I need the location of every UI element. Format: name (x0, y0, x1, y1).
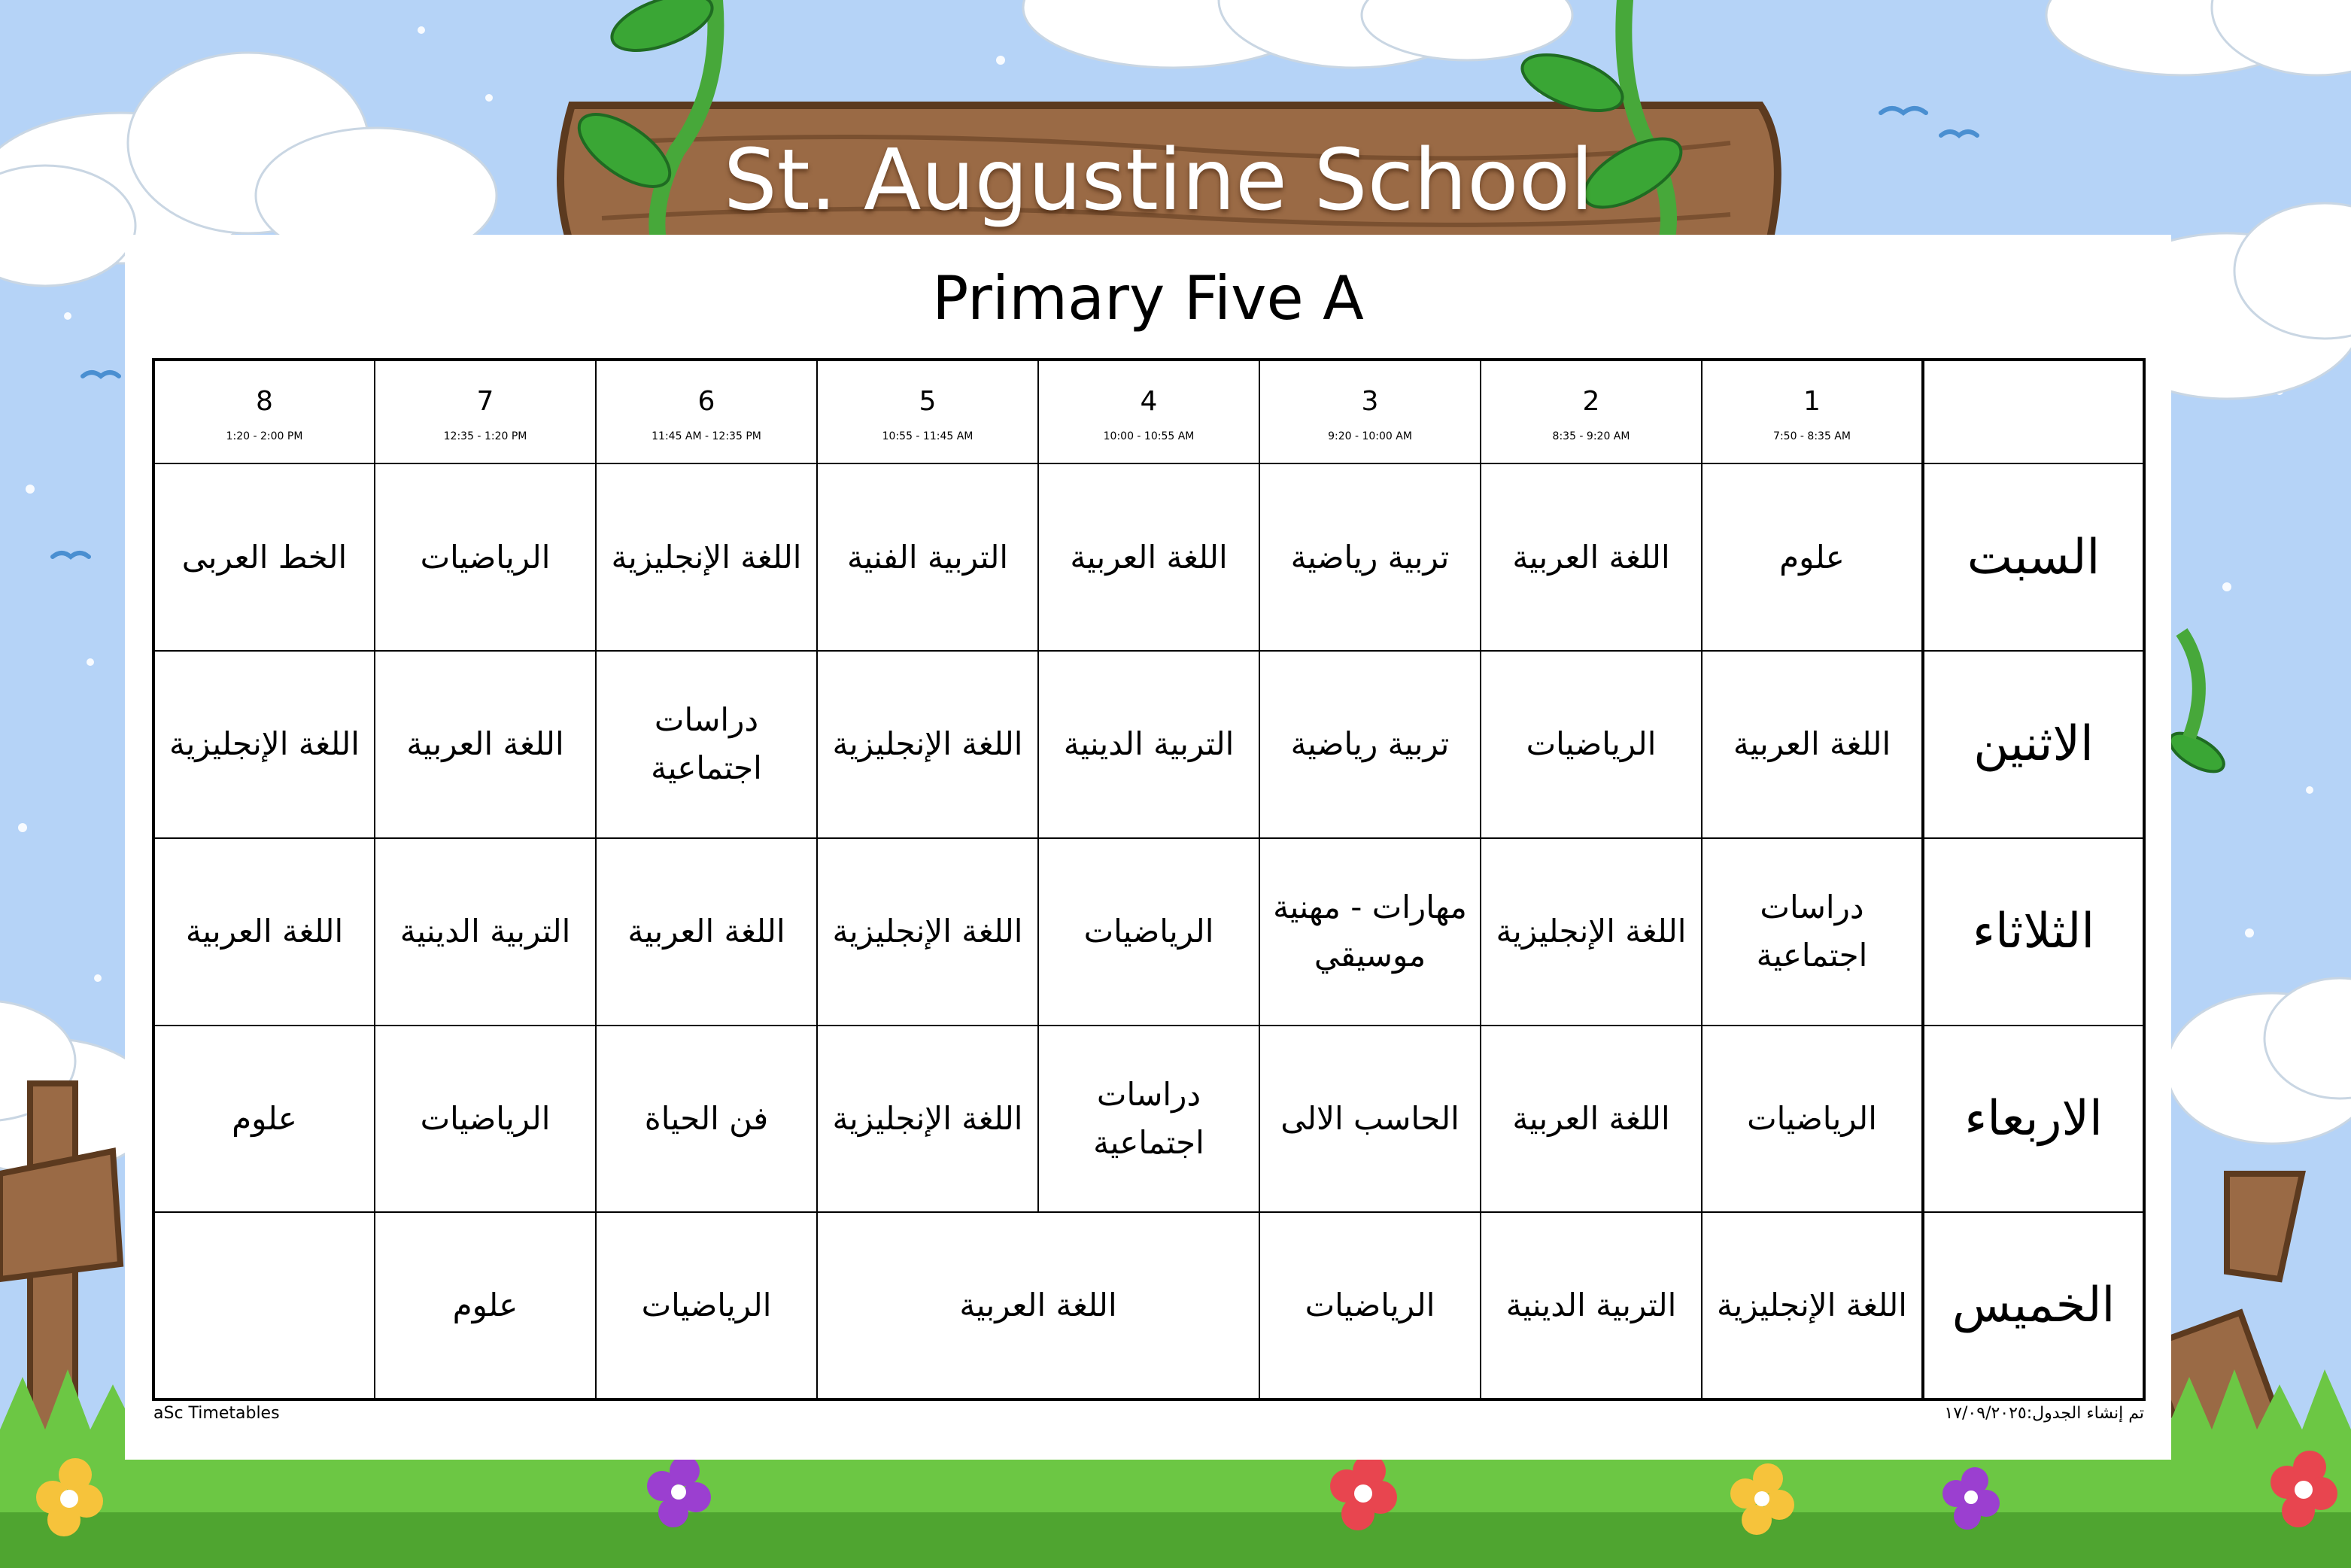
lesson-cell: الحاسب الالى (1259, 1026, 1481, 1213)
period-time: 10:00 - 10:55 AM (1103, 430, 1195, 442)
lesson-cell: علوم (1702, 463, 1923, 651)
period-time: 8:35 - 9:20 AM (1552, 430, 1630, 442)
footer-created-date: تم إنشاء الجدول:١٧/٠٩/٢٠٢٥ (1944, 1404, 2144, 1423)
cloud-top-center (1023, 0, 1572, 68)
period-number: 2 (1582, 385, 1600, 417)
lesson-cell: الرياضيات (375, 463, 596, 651)
lesson-cell: التربية الدينية (1038, 651, 1259, 838)
period-header-3 (1259, 360, 1481, 463)
period-header-7 (375, 360, 596, 463)
lesson-cell: الرياضيات (1259, 1212, 1481, 1399)
lesson-cell: اللغة الإنجليزية (153, 651, 375, 838)
period-number: 1 (1803, 385, 1821, 417)
day-row (153, 1212, 2144, 1399)
lesson-cell: الرياضيات (596, 1212, 817, 1399)
period-header-4 (1038, 360, 1259, 463)
period-number: 6 (697, 385, 715, 417)
period-time: 1:20 - 2:00 PM (226, 430, 303, 442)
lesson-cell: اللغة العربية (817, 1212, 1259, 1399)
lesson-cell: اللغة العربية (1702, 651, 1923, 838)
day-row (153, 463, 2144, 651)
footer-credit: aSc Timetables (153, 1404, 280, 1423)
lesson-cell: الرياضيات (375, 1026, 596, 1213)
period-header-8 (153, 360, 375, 463)
lesson-cell: دراسات اجتماعية (596, 651, 817, 838)
lesson-cell: اللغة العربية (153, 838, 375, 1026)
lesson-cell: تربية رياضية (1259, 463, 1481, 651)
period-number: 4 (1140, 385, 1158, 417)
lesson-cell: اللغة العربية (1481, 463, 1702, 651)
period-number: 5 (919, 385, 937, 417)
day-name: السبت (1923, 463, 2144, 651)
lesson-cell: اللغة الإنجليزية (817, 1026, 1038, 1213)
period-header-6 (596, 360, 817, 463)
lesson-cell: دراسات اجتماعية (1038, 1026, 1259, 1213)
lesson-cell: اللغة الإنجليزية (1481, 838, 1702, 1026)
lesson-cell: اللغة العربية (596, 838, 817, 1026)
lesson-cell: الرياضيات (1038, 838, 1259, 1026)
period-time: 12:35 - 1:20 PM (443, 430, 527, 442)
period-time: 7:50 - 8:35 AM (1773, 430, 1851, 442)
day-name: الاثنين (1923, 651, 2144, 838)
lesson-cell: تربية رياضية (1259, 651, 1481, 838)
period-header-row (153, 360, 2144, 463)
lesson-cell: اللغة العربية (1038, 463, 1259, 651)
lesson-cell: اللغة الإنجليزية (817, 651, 1038, 838)
lesson-cell: التربية الدينية (1481, 1212, 1702, 1399)
day-row (153, 838, 2144, 1026)
period-header-5 (817, 360, 1038, 463)
timetable-card (125, 235, 2171, 1460)
lesson-cell: الرياضيات (1702, 1026, 1923, 1213)
period-header-2 (1481, 360, 1702, 463)
corner-cell (1923, 360, 2144, 463)
lesson-cell: علوم (375, 1212, 596, 1399)
lesson-cell: مهارات - مهنية موسيقي (1259, 838, 1481, 1026)
period-number: 8 (256, 385, 273, 417)
lesson-cell: اللغة الإنجليزية (817, 838, 1038, 1026)
period-time: 11:45 AM - 12:35 PM (652, 430, 761, 442)
timetable (152, 358, 2146, 1401)
lesson-cell: علوم (153, 1026, 375, 1213)
school-name: St. Augustine School (723, 132, 1594, 229)
day-row (153, 651, 2144, 838)
lesson-cell (153, 1212, 375, 1399)
lesson-cell: الخط العربى (153, 463, 375, 651)
day-name: الاربعاء (1923, 1026, 2144, 1213)
period-header-1 (1702, 360, 1923, 463)
day-row (153, 1026, 2144, 1213)
lesson-cell: دراسات اجتماعية (1702, 838, 1923, 1026)
class-title: Primary Five A (932, 263, 1364, 333)
lesson-cell: اللغة الإنجليزية (596, 463, 817, 651)
lesson-cell: الرياضيات (1481, 651, 1702, 838)
period-time: 10:55 - 11:45 AM (882, 430, 974, 442)
lesson-cell: اللغة الإنجليزية (1702, 1212, 1923, 1399)
day-name: الخميس (1923, 1212, 2144, 1399)
lesson-cell: التربية الدينية (375, 838, 596, 1026)
period-number: 7 (476, 385, 494, 417)
lesson-cell: التربية الفنية (817, 463, 1038, 651)
lesson-cell: اللغة العربية (375, 651, 596, 838)
lesson-cell: اللغة العربية (1481, 1026, 1702, 1213)
period-number: 3 (1361, 385, 1379, 417)
period-time: 9:20 - 10:00 AM (1328, 430, 1412, 442)
lesson-cell: فن الحياة (596, 1026, 817, 1213)
day-name: الثلاثاء (1923, 838, 2144, 1026)
